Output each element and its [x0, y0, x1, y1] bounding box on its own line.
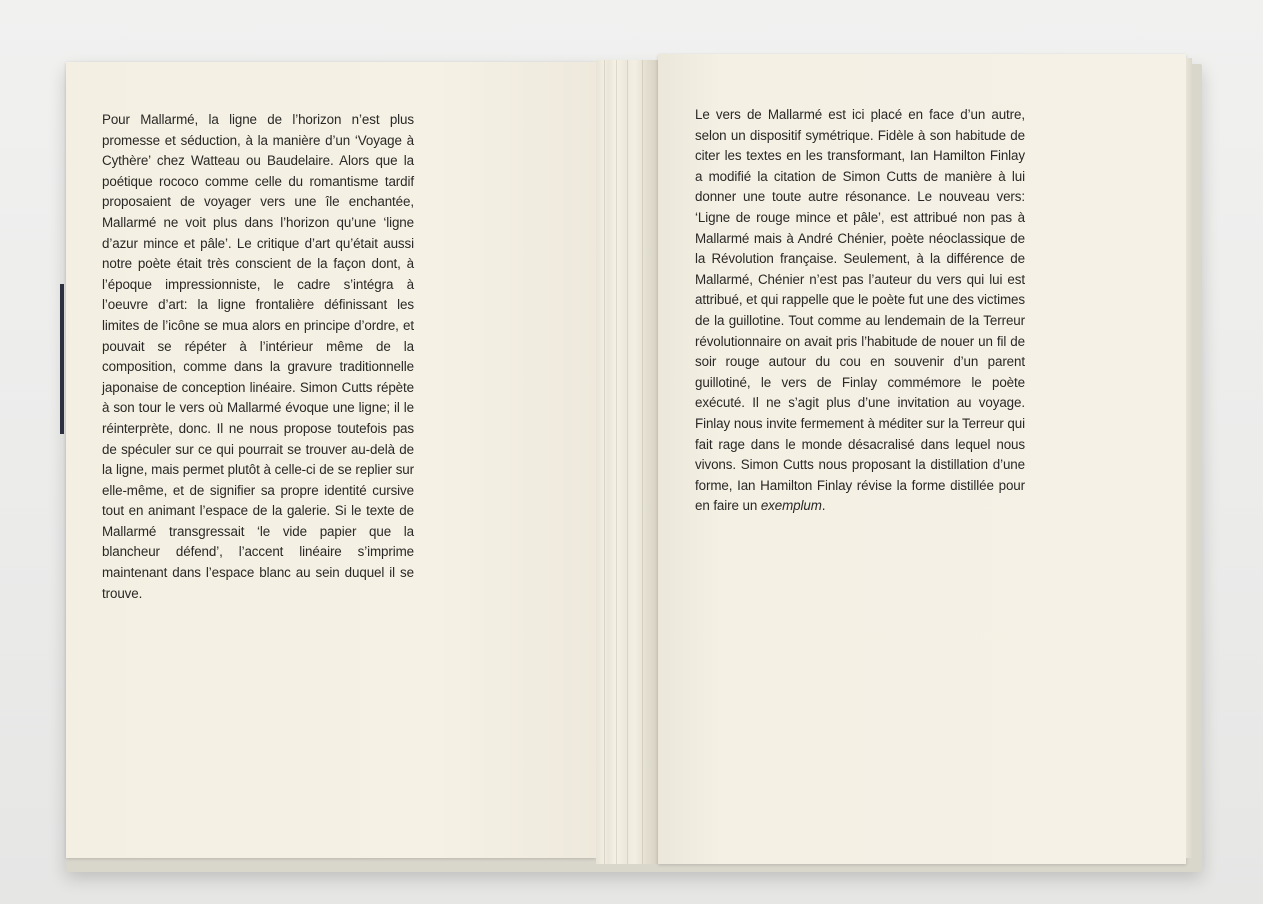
left-page-text: Pour Mallarmé, la ligne de l’horizon n’est plus promesse et séduction, à la manière d’un ‘Voyage à Cythère’ chez Watteau ou Baudelaire. Alors que la poétique rococo comme celle du romantisme tardif proposaient de voyager vers une île enchantée, Mallarmé ne voit plus dans l’horizon qu’une ‘ligne d’azur mince et pâle’. Le critique d’art qu’était aussi notre poète était très conscient de la façon dont, à l’époque impressionniste, le cadre s’intégra à l’oeuvre d’art: la ligne frontalière définissant les limites de l’icône se mua alors en principe d’ordre, et pouvait se répéter à l’intérieur même de la composition, comme dans la gravure traditionnelle japonaise de conception linéaire. Simon Cutts répète à son tour le vers où Mallarmé évoque une ligne; il le réinterprète, donc. Il ne nous propose toutefois pas de spéculer sur ce qui pourrait se trouver au-delà de la ligne, mais permet plutôt à celle-ci de se replier sur elle-même, et de signifier sa propre identité cursive tout en animant l’espace de la galerie. Si le texte de Mallarmé transgressait ‘le vide papier que la blancheur défend’, l’accent linéaire s’imprime maintenant dans l’espace blanc au sein duquel il se trouve.: [102, 112, 414, 601]
spine-fold-line: [642, 60, 643, 864]
spine-fold-line: [627, 60, 628, 864]
book-spine: [596, 60, 658, 864]
right-page-text: [695, 105, 1025, 517]
cover-edge-band: [60, 284, 64, 434]
right-page-end: .: [821, 498, 826, 514]
spine-fold-line: [604, 60, 605, 864]
spine-fold-line: [616, 60, 617, 864]
right-page-body: Le vers de Mallarmé est ici placé en face d’un autre, selon un dispositif symétrique. Fidèle à son habitude de citer les textes en les transformant, Ian Hamilton Finlay a modifié la citation de Simon Cutts de manière à lui donner une toute autre résonance. Le nouveau vers: ‘Ligne de rouge mince et pâle’, est attribué non pas à Mallarmé mais à André Chénier, poète néoclassique de la Révolution française. Seulement, à la différence de Mallarmé, Chénier n’est pas l’auteur du vers qui lui est attribué, et qui rappelle que le poète fut une des victimes de la guillotine. Tout comme au lendemain de la Terreur révolutionnaire on avait pris l’habitude de nouer un fil de soir rouge autour du cou en souvenir d’un parent guillotiné, le vers de Finlay commémore le poète exécuté. Il ne s’agit plus d’une invitation au voyage. Finlay nous invite fermement à méditer sur la Terreur qui fait rage dans le monde désacralisé dans lequel nous vivons. Simon Cutts nous proposant la distillation d’une forme, Ian Hamilton Finlay révise la forme distillée pour en faire un: [695, 107, 1025, 514]
right-page-emphasis: exemplum: [760, 498, 822, 514]
page-stack-edge: [1186, 58, 1192, 858]
